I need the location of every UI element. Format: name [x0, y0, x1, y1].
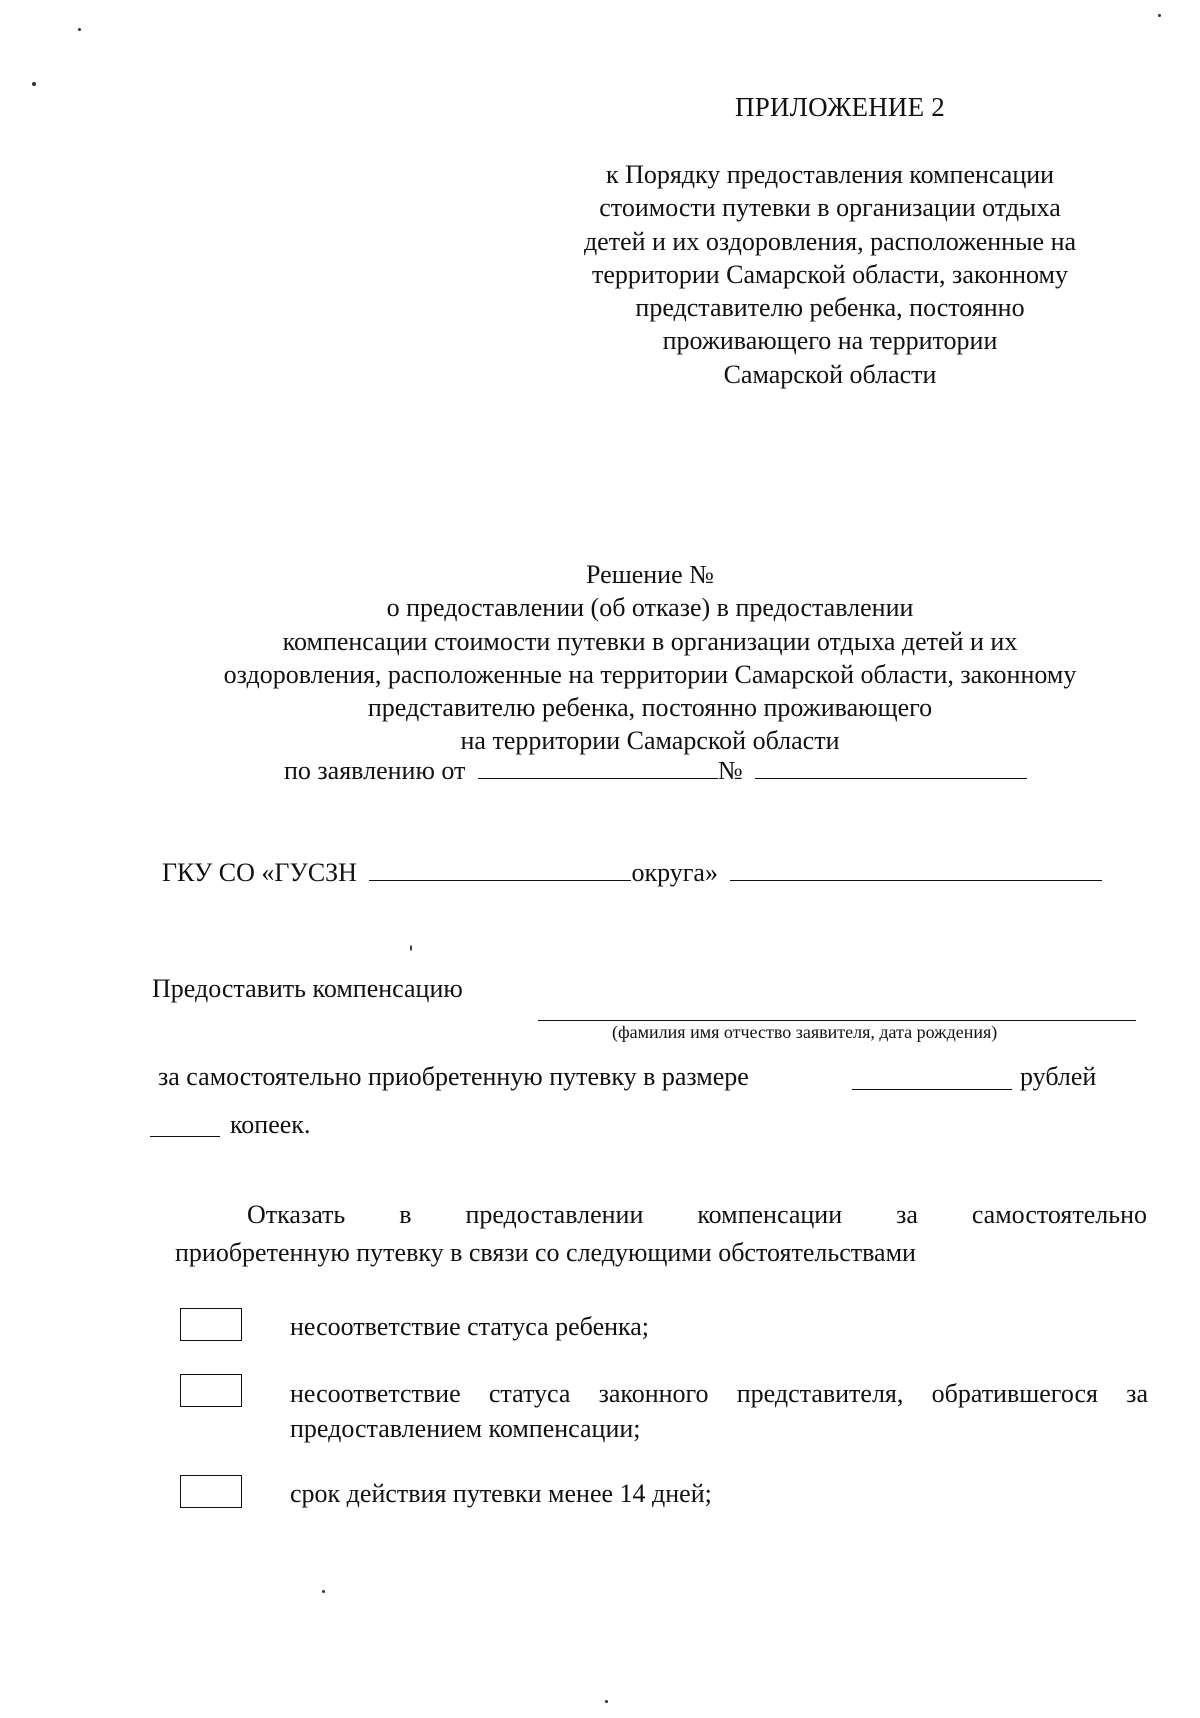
decision-title-line: оздоровления, расположенные на территории Самарской области, законному [223, 659, 1077, 689]
agency-name-field[interactable] [730, 879, 1102, 881]
reference-line: стоимости путевки в организации отдыха [599, 193, 1061, 223]
reason-child-status: несоответствие статуса ребенка; [290, 1312, 650, 1341]
reference-line: проживающего на территории [662, 326, 998, 356]
scan-speck [78, 28, 81, 31]
applicant-field-hint: (фамилия имя отчество заявителя, дата рождения) [612, 1022, 998, 1042]
appendix-reference [560, 158, 1100, 391]
decision-title-line: Решение № [586, 560, 714, 589]
reason-checkbox-representative-status[interactable] [180, 1374, 242, 1407]
reason-representative-status: несоответствие статуса законного представителя, обратившегося за предоставлением компенсации; [290, 1379, 1148, 1443]
decision-title-line: на территории Самарской области [460, 726, 840, 756]
agency-district-field[interactable] [369, 879, 631, 881]
reference-line: территории Самарской области, законному [592, 259, 1068, 289]
rubles-label: рублей [1020, 1062, 1097, 1091]
scan-speck [1158, 14, 1161, 17]
reason-voucher-duration: срок действия путевки менее 14 дней; [290, 1479, 712, 1508]
decision-title-line: компенсации стоимости путевки в организации отдыха детей и их [282, 626, 1018, 656]
agency-prefix: ГКУ СО «ГУСЗН [162, 858, 357, 887]
reference-line: представителю ребенка, постоянно [635, 293, 1025, 323]
agency-suffix: округа» [631, 858, 718, 887]
kopecks-label: копеек. [230, 1110, 311, 1139]
appendix-title: ПРИЛОЖЕНИЕ 2 [735, 92, 945, 122]
reference-line: Самарской области [723, 359, 937, 389]
refusal-line-1: Отказать в предоставлении компенсации за самостоятельно [247, 1200, 1147, 1229]
applicant-name-field[interactable] [538, 1020, 1136, 1021]
scan-speck [605, 1700, 608, 1703]
reference-line: к Порядку предоставления компенсации [605, 160, 1055, 189]
application-prefix: по заявлению от [284, 756, 466, 785]
decision-title-line: представителю ребенка, постоянно проживающего [367, 693, 933, 723]
reason-checkbox-child-status[interactable] [180, 1308, 242, 1341]
decision-title [150, 558, 1150, 758]
agency-row [162, 858, 1102, 888]
scan-speck [32, 82, 36, 86]
decision-title-line: о предоставлении (об отказе) в предоставлении [386, 593, 914, 623]
application-date-field[interactable] [478, 777, 718, 779]
scan-speck [410, 945, 412, 951]
application-row [284, 756, 1027, 786]
application-number-field[interactable] [755, 777, 1027, 779]
reference-line: детей и их оздоровления, расположенные на [583, 226, 1077, 256]
number-sign: № [717, 756, 743, 785]
kopecks-field[interactable] [150, 1136, 220, 1137]
refusal-paragraph [175, 1196, 1147, 1272]
rubles-field[interactable] [852, 1089, 1012, 1090]
refusal-line-2: приобретенную путевку в связи со следующими обстоятельствами [175, 1238, 916, 1267]
grant-label: Предоставить компенсацию [152, 974, 463, 1003]
scan-speck [322, 1590, 325, 1593]
amount-text: за самостоятельно приобретенную путевку в размере [158, 1062, 749, 1091]
reason-checkbox-voucher-duration[interactable] [180, 1475, 242, 1508]
